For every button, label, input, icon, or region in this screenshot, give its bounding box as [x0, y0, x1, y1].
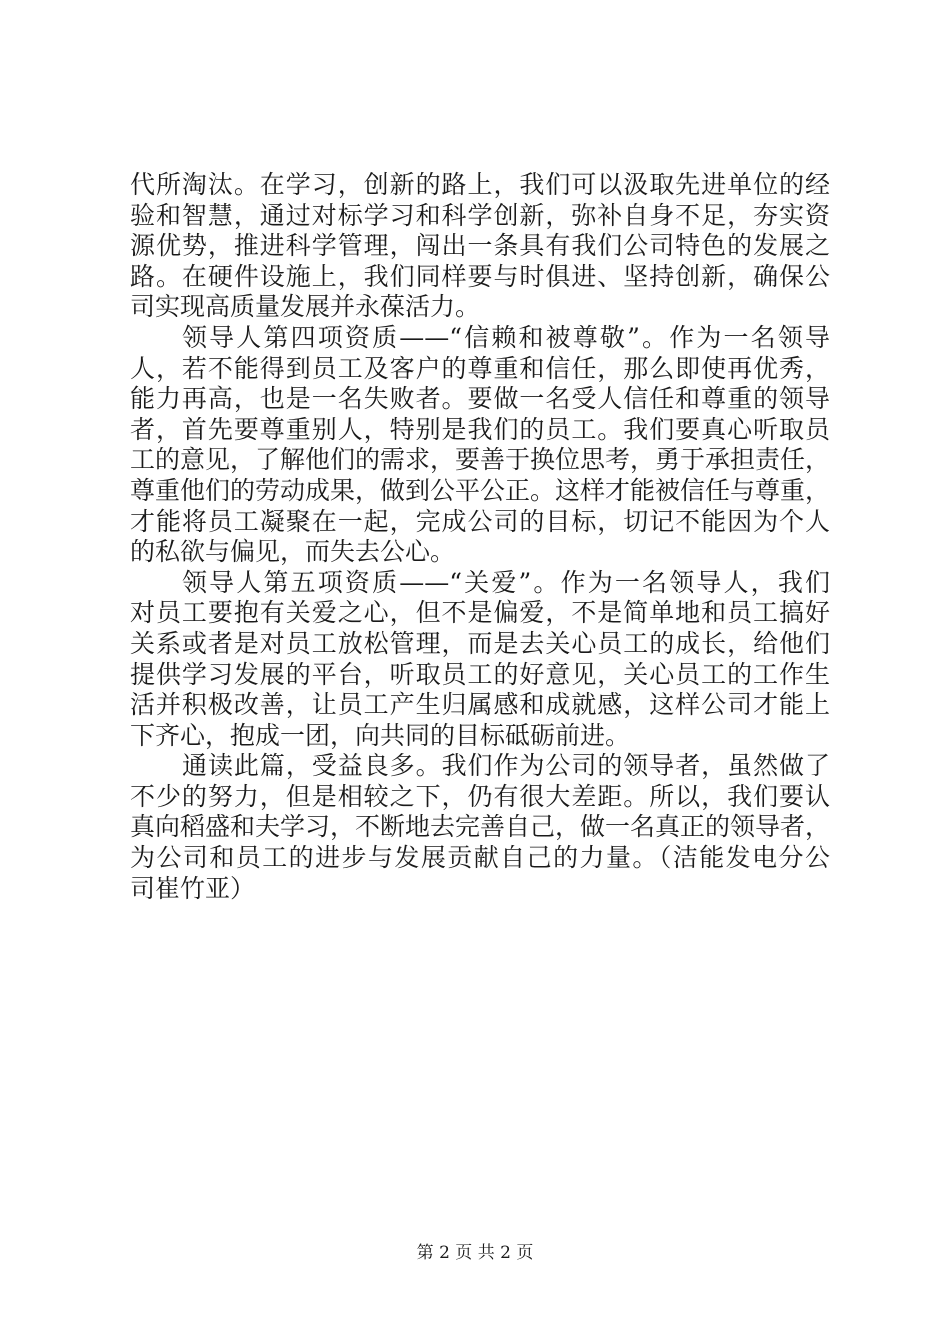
text-line: 为公司和员工的进步与发展贡献自己的力量。（洁能发电分公: [130, 843, 830, 873]
text-line: 能力再高，也是一名失败者。要做一名受人信任和尊重的领导: [130, 384, 830, 414]
paragraph-innovation: [130, 170, 830, 323]
text-line: 通读此篇，受益良多。我们作为公司的领导者，虽然做了: [182, 751, 830, 781]
text-line: 工的意见，了解他们的需求，要善于换位思考，勇于承担责任，: [130, 445, 831, 475]
text-line: 源优势，推进科学管理，闯出一条具有我们公司特色的发展之: [130, 231, 830, 261]
text-line: 提供学习发展的平台，听取员工的好意见，关心员工的工作生: [130, 659, 830, 689]
paragraph-conclusion: [130, 751, 830, 904]
paragraph-fourth-quality: [130, 323, 830, 568]
text-line: 代所淘汰。在学习，创新的路上，我们可以汲取先进单位的经: [130, 170, 830, 199]
document-body: [130, 170, 830, 904]
text-line: 的私欲与偏见，而失去公心。: [130, 537, 456, 567]
text-line: 者，首先要尊重别人，特别是我们的员工。我们要真心听取员: [130, 414, 830, 444]
text-line: 领导人第五项资质——“关爱”。作为一名领导人，我们: [182, 567, 830, 597]
text-line: 活并积极改善，让员工产生归属感和成就感，这样公司才能上: [130, 690, 830, 720]
text-line: 尊重他们的劳动成果，做到公平公正。这样才能被信任与尊重，: [130, 475, 831, 505]
text-line: 司实现高质量发展并永葆活力。: [130, 292, 481, 322]
page-number-footer: 第 2 页 共 2 页: [416, 1243, 534, 1263]
text-line: 司崔竹亚）: [130, 873, 256, 903]
text-line: 人，若不能得到员工及客户的尊重和信任，那么即使再优秀，: [130, 353, 830, 383]
text-line: 路。在硬件设施上，我们同样要与时俱进、坚持创新，确保公: [130, 261, 830, 291]
paragraph-fifth-quality: [130, 568, 830, 752]
text-line: 才能将员工凝聚在一起，完成公司的目标，切记不能因为个人: [130, 506, 830, 536]
text-line: 对员工要抱有关爱之心，但不是偏爱，不是简单地和员工搞好: [130, 598, 830, 628]
text-line: 真向稻盛和夫学习，不断地去完善自己，做一名真正的领导者，: [130, 812, 831, 842]
text-line: 下齐心，抱成一团，向共同的目标砥砺前进。: [130, 720, 631, 750]
text-line: 关系或者是对员工放松管理，而是去关心员工的成长，给他们: [130, 628, 830, 658]
text-line: 验和智慧，通过对标学习和科学创新，弥补自身不足，夯实资: [130, 200, 830, 230]
text-line: 领导人第四项资质——“信赖和被尊敬”。作为一名领导: [182, 322, 830, 352]
text-line: 不少的努力，但是相较之下，仍有很大差距。所以，我们要认: [130, 781, 830, 811]
